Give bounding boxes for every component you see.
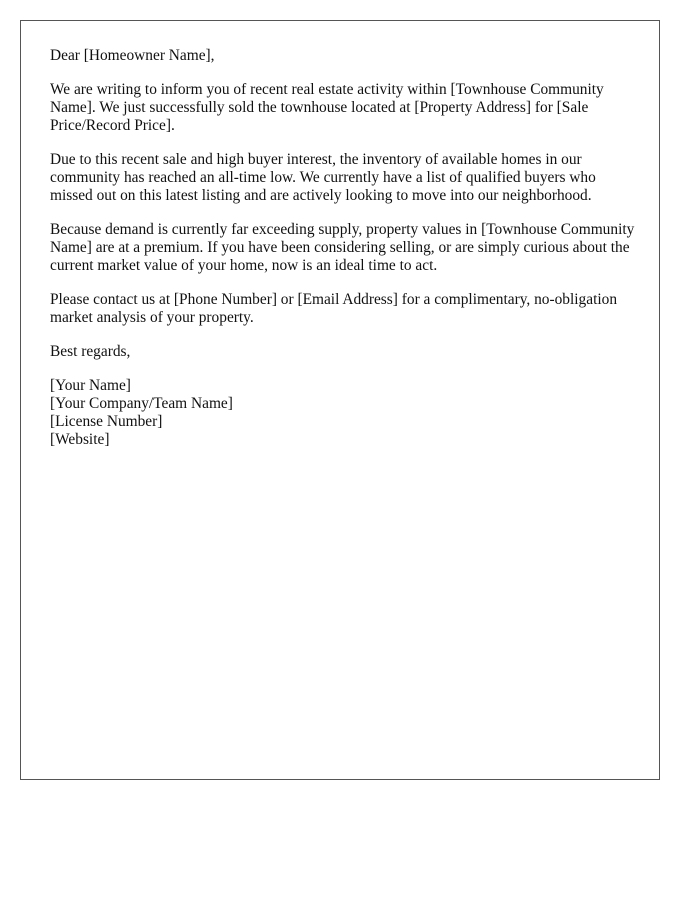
closing: Best regards,	[50, 343, 131, 360]
salutation: Dear [Homeowner Name],	[50, 47, 215, 64]
paragraph-contact: Please contact us at [Phone Number] or [Email Address] for a complimentary, no-obligation market analysis of your property.	[50, 291, 618, 326]
signature-company: [Your Company/Team Name]	[50, 395, 233, 412]
signature-website: [Website]	[50, 431, 110, 448]
paragraph-demand: Because demand is currently far exceeding supply, property values in [Townhouse Community Name] are at a premium. If you have been considering selling, or are simply curious about the current market value of your home, now is an ideal time to act.	[50, 221, 635, 274]
paragraph-inventory: Due to this recent sale and high buyer interest, the inventory of available homes in our community has reached an all-time low. We currently have a list of qualified buyers who missed out on this latest listing and are actively looking to move into our neighborhood.	[50, 151, 596, 204]
signature-name: [Your Name]	[50, 377, 131, 394]
letter-body	[50, 47, 635, 449]
letter-page	[20, 20, 660, 780]
signature-license: [License Number]	[50, 413, 163, 430]
signature-block	[50, 377, 635, 449]
paragraph-intro: We are writing to inform you of recent real estate activity within [Townhouse Community Name]. We just successfully sold the townhouse located at [Property Address] for [Sale Price/Record Price].	[50, 81, 604, 134]
